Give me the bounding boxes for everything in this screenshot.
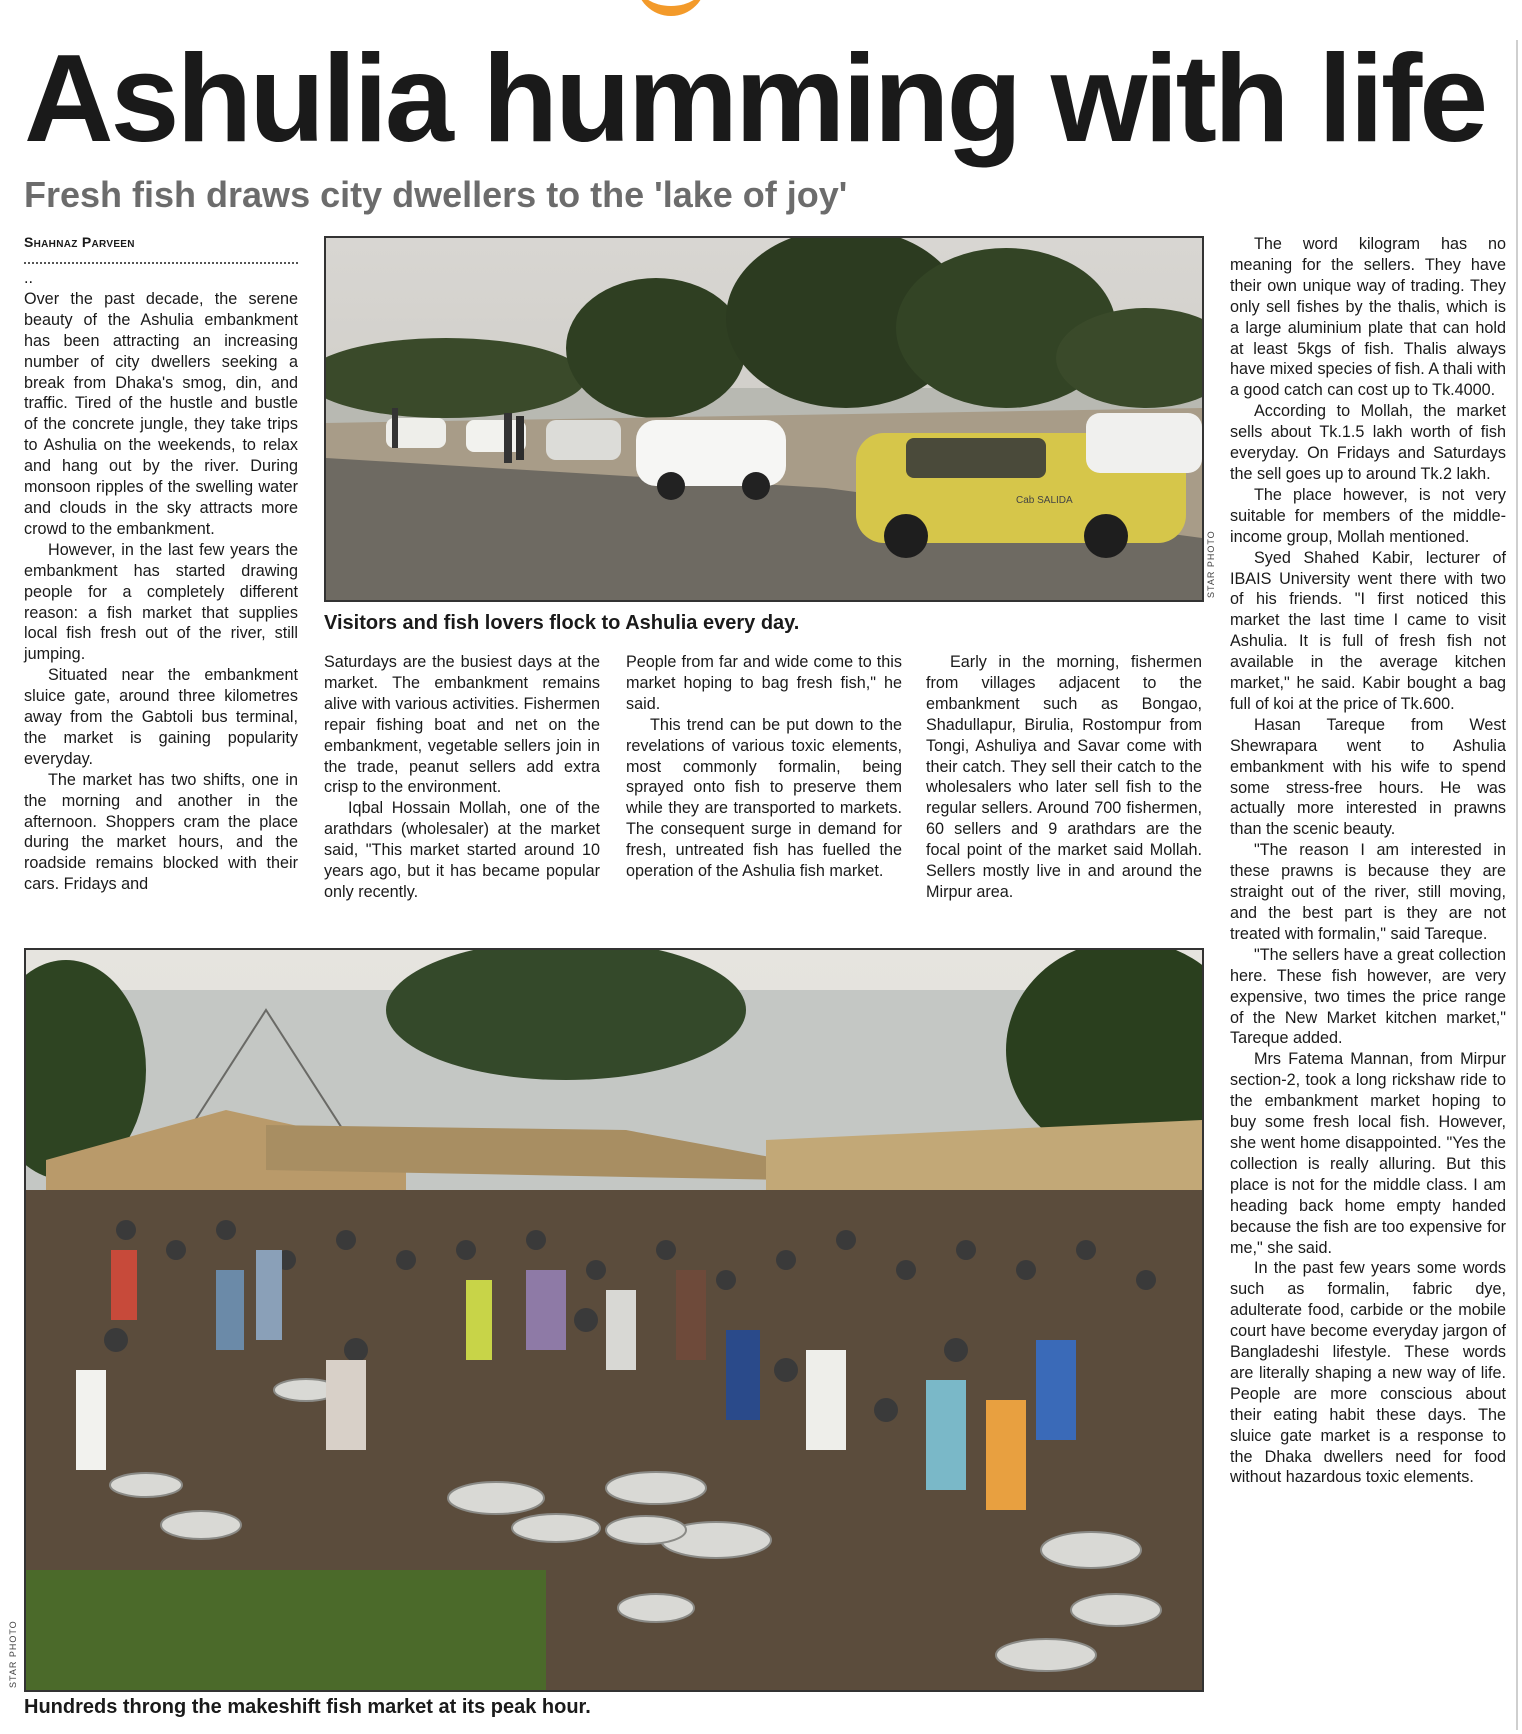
paragraph: "The reason I am interested in these prawns is because they are straight out of the river, still moving, and the best part is they are not treated with formalin," said Tareque. (1230, 841, 1506, 943)
bottom-photo-credit: STAR PHOTO (8, 1620, 18, 1688)
paragraph: Iqbal Hossain Mollah, one of the arathdars (wholesaler) at the market said, "This market started around 10 years ago, but it has became popular only recently. (324, 799, 600, 901)
top-photo-caption: Visitors and fish lovers flock to Ashulia every day. (324, 612, 800, 634)
paragraph: Early in the morning, fishermen from villages adjacent to the embankment such as Bongao, Shadullapur, Birulia, Rostompur from Tongi, Ashuliya and Savar come with their catch. They sell their catch to the wholesalers who later sell fish to the regular sellers. Around 700 fishermen, 60 sellers and 9 arathdars are the focal point of the market said Mollah. Sellers mostly live in and around the Mirpur area. (926, 653, 1202, 901)
byline-divider (24, 262, 298, 264)
paragraph: According to Mollah, the market sells about Tk.1.5 lakh worth of fish everyday. On Fridays and Saturdays the sell goes up to around Tk.2 lakh. (1230, 402, 1506, 483)
article-column-3 (626, 652, 902, 882)
paragraph: .. (24, 269, 33, 287)
paragraph: Mrs Fatema Mannan, from Mirpur section-2, took a long rickshaw ride to the embankment market hoping to buy some fresh local fish. However, she went home disappointed. "Yes the collection is really alluring. But this place is not for the middle class. I am heading back home empty handed because the fish are too expensive for me," she said. (1230, 1050, 1506, 1257)
article-column-2 (324, 652, 600, 903)
paragraph: In the past few years some words such as formalin, fabric dye, adulterate food, carbide or the mobile court have become everyday jargon of Bangladeshi lifestyle. These words are literally shaping a new way of life. People are more conscious about their eating habit these days. The sluice gate market is a response to the Dhaka dwellers need for food without hazardous toxic elements. (1230, 1259, 1506, 1487)
top-photo-cars-on-embankment (324, 236, 1204, 602)
paragraph: The market has two shifts, one in the morning and another in the afternoon. Shoppers cram the place during the market hours, and the roadside remains blocked with their cars. Fridays and (24, 770, 298, 894)
top-photo-credit: STAR PHOTO (1206, 530, 1216, 598)
paragraph: Saturdays are the busiest days at the market. The embankment remains alive with various activities. Fishermen repair fishing boat and net on the embankment, vegetable sellers join in the trade, peanut sellers add extra crisp to the environment. (324, 653, 600, 797)
paragraph: The word kilogram has no meaning for the sellers. They have their own unique way of trading. They only sell fishes by the thalis, which is a large aluminium plate that can hold at least 5kgs of fish. Thalis always have mixed species of fish. A thali with a good catch can cost up to Tk.4000. (1230, 235, 1506, 400)
article-column-5 (1230, 234, 1506, 1488)
paragraph: Over the past decade, the serene beauty of the Ashulia embankment has been attracting an increasing number of city dwellers seeking a break from Dhaka's smog, din, and traffic. Tired of the hustle and bustle of the concrete jungle, they take trips to Ashulia on the weekends, to relax and hang out by the river. During monsoon ripples of the swelling water and clouds in the sky attracts more crowd to the embankment. (24, 289, 298, 538)
paragraph: Hasan Tareque from West Shewrapara went to Ashulia embankment with his wife to spend some stress-free hours. He was actually more interested in prawns than the scenic beauty. (1230, 715, 1506, 839)
article-column-4 (926, 652, 1202, 903)
paragraph: People from far and wide come to this market hoping to bag fresh fish," he said. (626, 653, 902, 713)
bottom-photo-illustration (26, 950, 1202, 1690)
bottom-photo-caption: Hundreds throng the makeshift fish market at its peak hour. (24, 1696, 591, 1718)
subheadline: Fresh fish draws city dwellers to the 'lake of joy' (24, 174, 848, 215)
bottom-photo-fish-market (24, 948, 1204, 1692)
paragraph: The place however, is not very suitable for members of the middle-income group, Mollah mentioned. (1230, 485, 1506, 546)
byline: Shahnaz Parveen (24, 234, 135, 250)
paragraph: This trend can be put down to the revelations of various toxic elements, most commonly formalin, being sprayed onto fish to preserve them while they are transported to markets. The consequent surge in demand for fresh, untreated fish has fuelled the operation of the Ashulia fish market. (626, 715, 902, 881)
headline: Ashulia humming with life (24, 30, 1486, 168)
masthead-orange-arc (636, 0, 706, 16)
paragraph: "The sellers have a great collection here. These fish however, are very expensive, two times the price range of the New Market kitchen market," Tareque added. (1230, 945, 1506, 1048)
page-edge-rule (1516, 40, 1518, 1730)
paragraph: Situated near the embankment sluice gate, around three kilometres away from the Gabtoli bus terminal, the market is gaining popularity everyday. (24, 666, 298, 768)
paragraph: However, in the last few years the embankment has started drawing people for a completely different reason: a fish market that supplies local fish fresh out of the river, still jumping. (24, 540, 298, 664)
article-column-1 (24, 268, 298, 895)
taxi-sign: Cab SALIDA (1016, 495, 1073, 506)
top-photo-illustration (326, 238, 1202, 600)
paragraph: Syed Shahed Kabir, lecturer of IBAIS University went there with two of his friends. "I first noticed this market the last time I came to visit Ashulia. It is full of fresh fish not available in the average kitchen market," he said. Kabir bought a bag full of koi at the price of Tk.600. (1230, 548, 1506, 713)
